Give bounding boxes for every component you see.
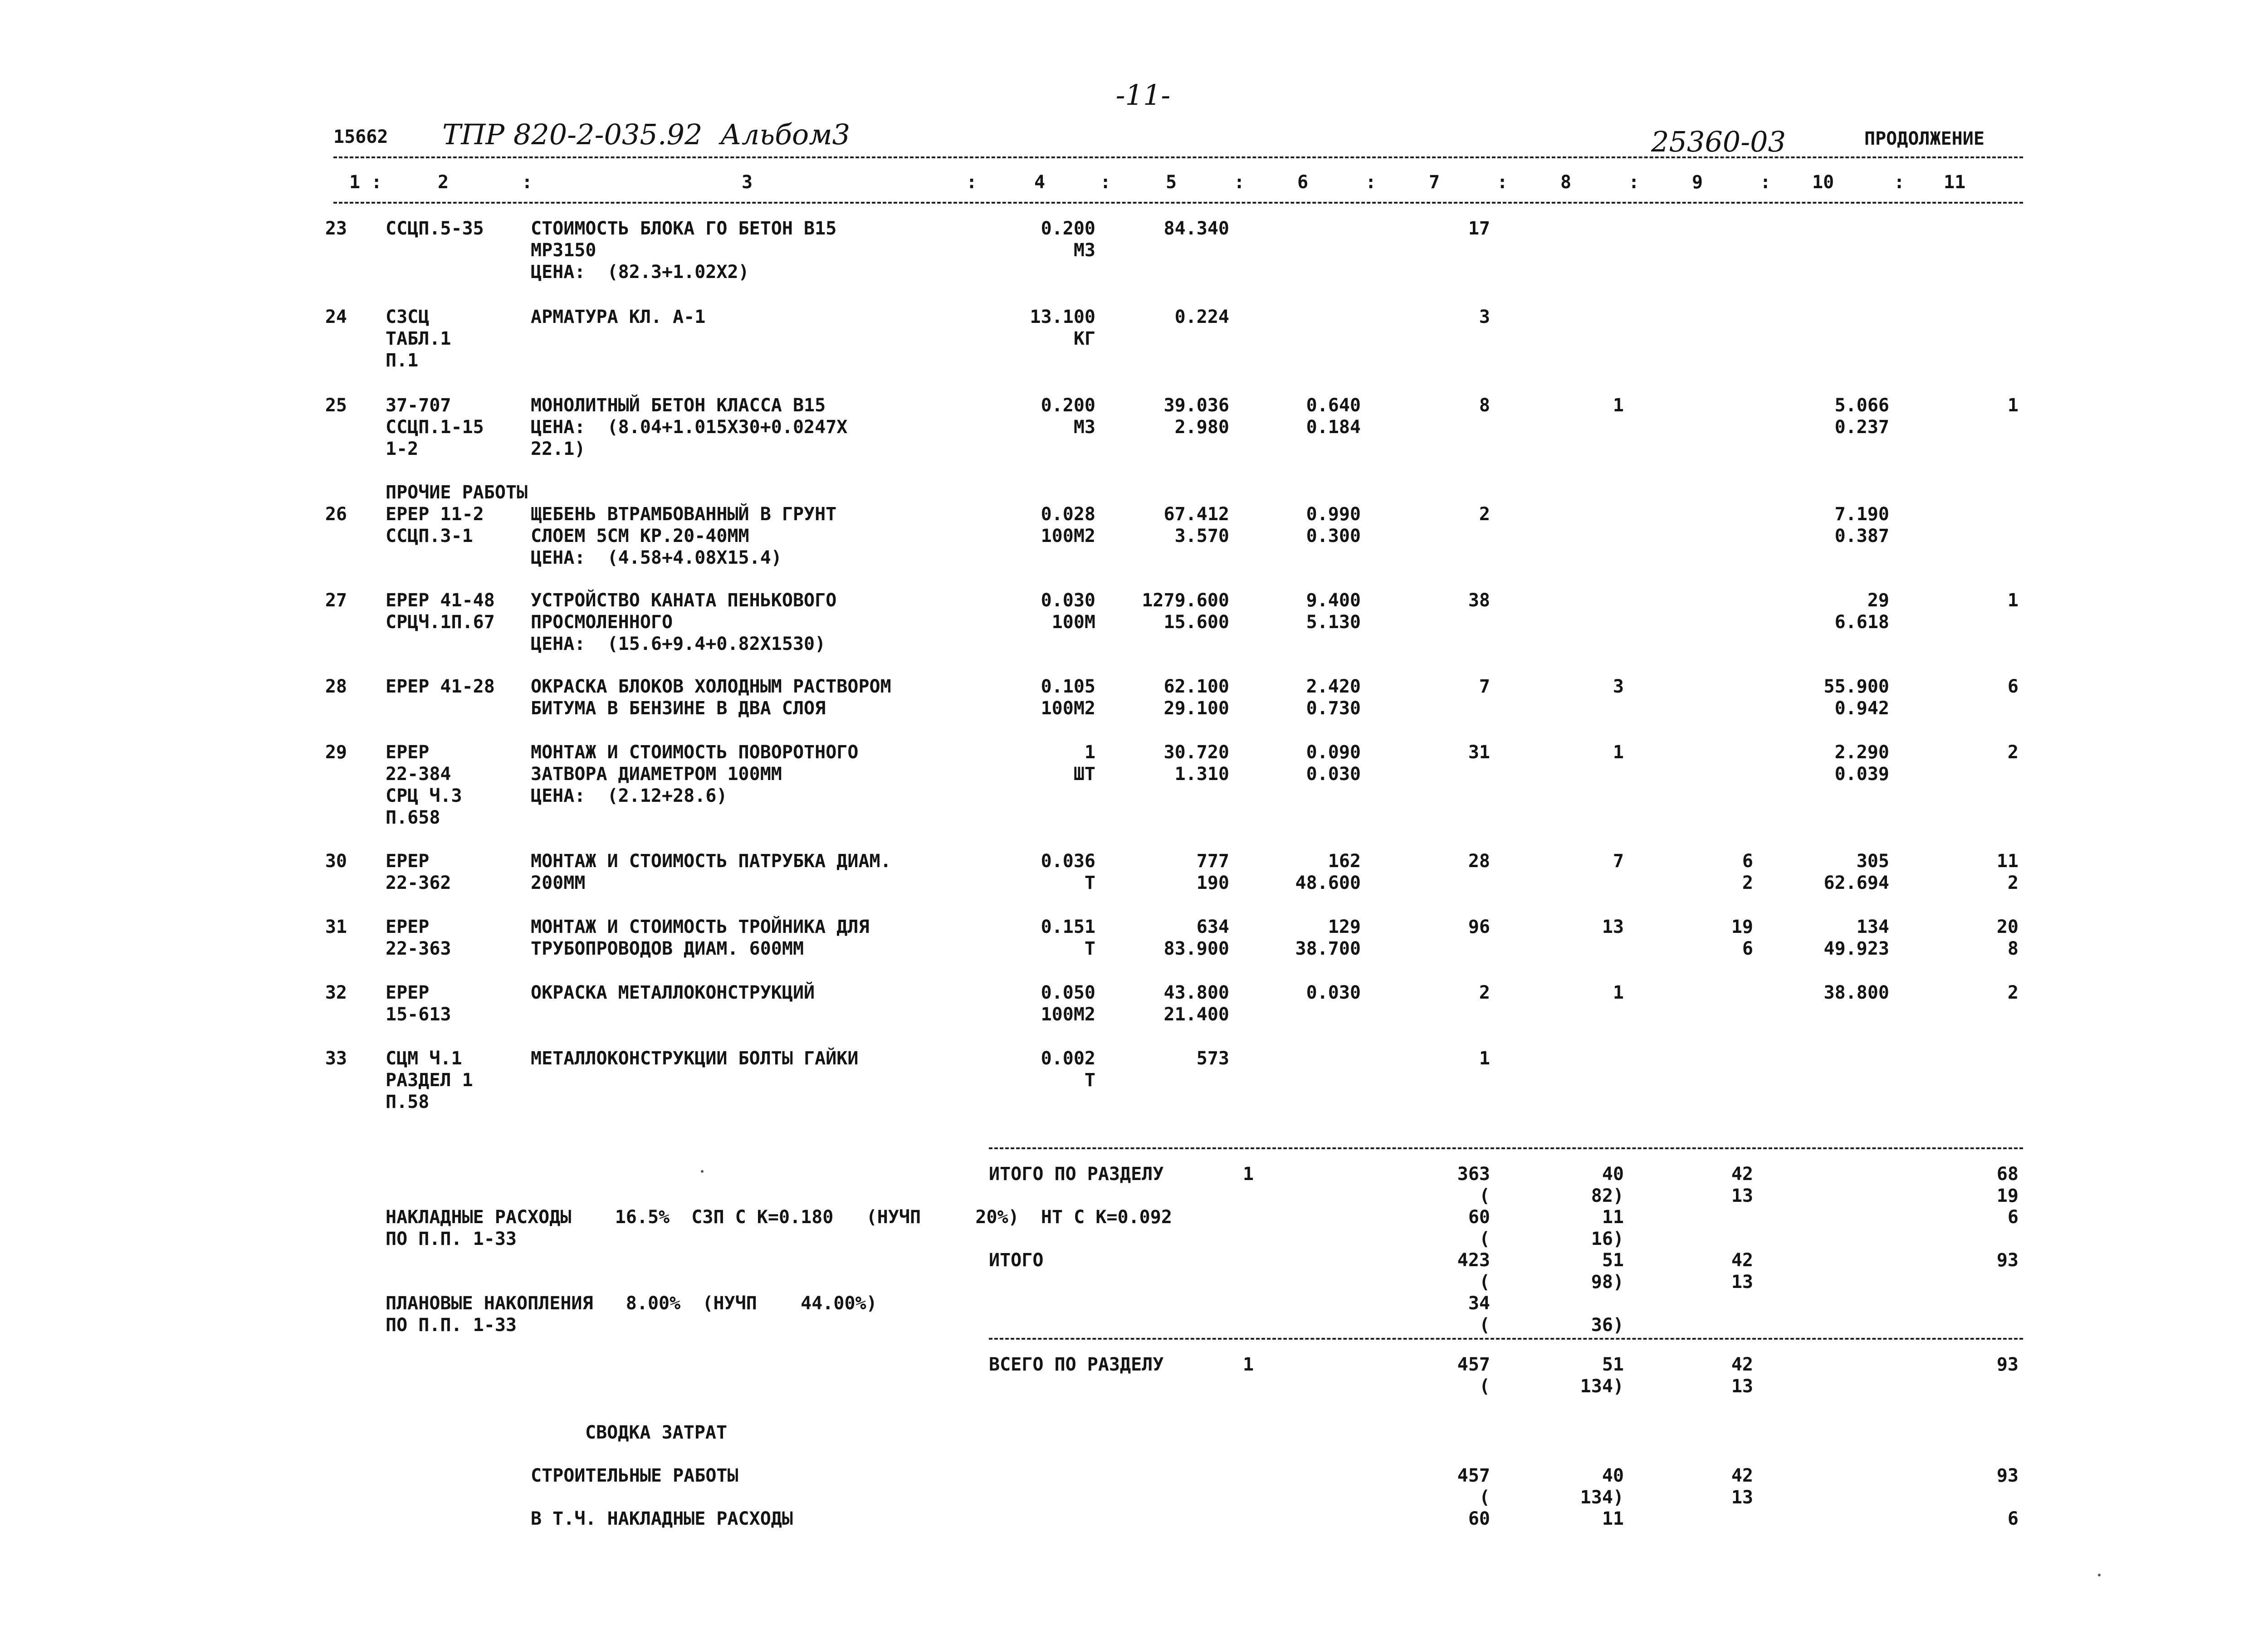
row-code: ЕРЕР xyxy=(386,851,430,872)
col10-value: 62.694 xyxy=(1823,873,1889,893)
col5-value: 1279.600 xyxy=(1142,590,1229,611)
col6-value: 0.990 xyxy=(1306,504,1361,525)
col5-value: 30.720 xyxy=(1163,742,1229,763)
overhead-col7: 60 xyxy=(1468,1207,1490,1228)
vsego-col9: 42 xyxy=(1731,1354,1753,1375)
col8-value: 1 xyxy=(1613,395,1624,416)
col5-value: 39.036 xyxy=(1163,395,1229,416)
row-number: 33 xyxy=(325,1048,347,1069)
row-code: 22-363 xyxy=(386,938,451,959)
totals-rule-top xyxy=(989,1147,2023,1149)
overhead-col7: ( xyxy=(1479,1229,1490,1249)
overhead-col11: 6 xyxy=(2007,1207,2019,1228)
row-code: ССЦП.3-1 xyxy=(386,526,473,546)
col7-value: 1 xyxy=(1479,1048,1490,1069)
vsego-label: ВСЕГО ПО РАЗДЕЛУ xyxy=(989,1354,1164,1375)
column-header: 7 xyxy=(1429,172,1440,193)
row-description: БИТУМА В БЕНЗИНЕ В ДВА СЛОЯ xyxy=(531,698,826,719)
row-code: РАЗДЕЛ 1 xyxy=(386,1070,473,1091)
col8-value: 1 xyxy=(1613,982,1624,1003)
row-code: 22-362 xyxy=(386,873,451,893)
row-description: АРМАТУРА КЛ. А-1 xyxy=(531,307,706,327)
row-quantity: 100М2 xyxy=(1041,698,1095,719)
row-quantity: 100М2 xyxy=(1041,526,1095,546)
col10-value: 49.923 xyxy=(1823,938,1889,959)
itogo-label: ИТОГО xyxy=(989,1250,1044,1271)
row-code: 15-613 xyxy=(386,1004,451,1025)
col9-value: 6 xyxy=(1742,851,1753,872)
itogo-razdel-col9: 13 xyxy=(1731,1185,1753,1206)
row-description: ЦЕНА: (15.6+9.4+0.82Х1530) xyxy=(531,634,826,654)
speck xyxy=(2098,1574,2101,1576)
itogo-col8: 51 xyxy=(1602,1250,1624,1271)
col8-value: 13 xyxy=(1602,917,1624,937)
col6-value: 0.184 xyxy=(1306,417,1361,438)
row-description: ОКРАСКА БЛОКОВ ХОЛОДНЫМ РАСТВОРОМ xyxy=(531,676,891,697)
overhead-col8: 16) xyxy=(1591,1229,1624,1249)
itogo-col7: ( xyxy=(1479,1272,1490,1293)
col7-value: 2 xyxy=(1479,982,1490,1003)
column-header: 9 xyxy=(1692,172,1703,193)
itogo-razdel-col11: 68 xyxy=(1996,1164,2019,1185)
incl-overhead-col7: 60 xyxy=(1468,1508,1490,1529)
col6-value: 38.700 xyxy=(1295,938,1361,959)
column-header: 10 xyxy=(1812,172,1834,193)
col8-value: 1 xyxy=(1613,742,1624,763)
col10-value: 2.290 xyxy=(1834,742,1889,763)
col5-value: 777 xyxy=(1196,851,1229,872)
itogo-col9: 13 xyxy=(1731,1272,1753,1293)
col11-value: 2 xyxy=(2007,873,2019,893)
row-number: 31 xyxy=(325,917,347,937)
col11-value: 11 xyxy=(1996,851,2019,872)
row-description: УСТРОЙСТВО КАНАТА ПЕНЬКОВОГО xyxy=(531,590,837,611)
row-description: МОНТАЖ И СТОИМОСТЬ ТРОЙНИКА ДЛЯ xyxy=(531,917,870,937)
incl-overhead-label: В Т.Ч. НАКЛАДНЫЕ РАСХОДЫ xyxy=(531,1508,793,1529)
row-quantity: 0.036 xyxy=(1041,851,1095,872)
col10-value: 5.066 xyxy=(1834,395,1889,416)
row-quantity: 0.151 xyxy=(1041,917,1095,937)
col5-value: 83.900 xyxy=(1163,938,1229,959)
col5-value: 29.100 xyxy=(1163,698,1229,719)
column-header: 5 xyxy=(1166,172,1177,193)
row-quantity: 1 xyxy=(1084,742,1095,763)
row-description: МЕТАЛЛОКОНСТРУКЦИИ БОЛТЫ ГАЙКИ xyxy=(531,1048,859,1069)
col5-value: 634 xyxy=(1196,917,1229,937)
row-code: П.1 xyxy=(386,350,419,371)
razdel-number: 1 xyxy=(1243,1164,1254,1185)
row-description: СТОИМОСТЬ БЛОКА ГО БЕТОН В15 xyxy=(531,218,837,239)
vsego-col7: 457 xyxy=(1457,1354,1490,1375)
row-quantity: 0.030 xyxy=(1041,590,1095,611)
row-description: ЦЕНА: (82.3+1.02Х2) xyxy=(531,262,749,283)
col5-value: 190 xyxy=(1196,873,1229,893)
continuation-label: ПРОДОЛЖЕНИЕ xyxy=(1864,128,1984,149)
col11-value: 1 xyxy=(2007,395,2019,416)
plan-col7: ( xyxy=(1479,1315,1490,1336)
row-description: ЗАТВОРА ДИАМЕТРОМ 100ММ xyxy=(531,764,782,785)
row-number: 32 xyxy=(325,982,347,1003)
col6-value: 0.030 xyxy=(1306,982,1361,1003)
col10-value: 0.942 xyxy=(1834,698,1889,719)
col7-value: 17 xyxy=(1468,218,1490,239)
col6-value: 0.640 xyxy=(1306,395,1361,416)
row-quantity: КГ xyxy=(1073,328,1095,349)
col9-value: 19 xyxy=(1731,917,1753,937)
row-code: П.58 xyxy=(386,1092,430,1112)
column-header: 3 xyxy=(742,172,753,193)
col6-value: 0.730 xyxy=(1306,698,1361,719)
document-number: 25360-03 xyxy=(1651,125,1786,158)
col7-value: 38 xyxy=(1468,590,1490,611)
itogo-col8: 98) xyxy=(1591,1272,1624,1293)
row-quantity: 0.200 xyxy=(1041,218,1095,239)
column-header: : xyxy=(1365,172,1377,193)
summary-title: СВОДКА ЗАТРАТ xyxy=(585,1422,728,1443)
column-header: 11 xyxy=(1944,172,1966,193)
col5-value: 3.570 xyxy=(1174,526,1229,546)
speck xyxy=(701,1170,704,1173)
row-quantity: 0.105 xyxy=(1041,676,1095,697)
col10-value: 0.387 xyxy=(1834,526,1889,546)
row-quantity: М3 xyxy=(1073,417,1095,438)
header-rule-top xyxy=(333,156,2023,158)
col11-value: 2 xyxy=(2007,982,2019,1003)
row-code: ЕРЕР xyxy=(386,982,430,1003)
col7-value: 8 xyxy=(1479,395,1490,416)
row-code: ЕРЕР 41-48 xyxy=(386,590,495,611)
row-code: ТАБЛ.1 xyxy=(386,328,451,349)
itogo-col11: 93 xyxy=(1996,1250,2019,1271)
row-code: СЦМ Ч.1 xyxy=(386,1048,462,1069)
plan-savings-range: ПО П.П. 1-33 xyxy=(386,1315,517,1336)
itogo-razdel-col7: 363 xyxy=(1457,1164,1490,1185)
col11-value: 6 xyxy=(2007,676,2019,697)
vsego-col7: ( xyxy=(1479,1376,1490,1397)
col10-value: 29 xyxy=(1867,590,1889,611)
col5-value: 573 xyxy=(1196,1048,1229,1069)
col6-value: 9.400 xyxy=(1306,590,1361,611)
col10-value: 134 xyxy=(1856,917,1889,937)
col10-value: 7.190 xyxy=(1834,504,1889,525)
row-quantity: ШТ xyxy=(1073,764,1095,785)
col11-value: 8 xyxy=(2007,938,2019,959)
row-quantity: 13.100 xyxy=(1030,307,1095,327)
row-description: ЦЕНА: (2.12+28.6) xyxy=(531,785,728,806)
col10-value: 55.900 xyxy=(1823,676,1889,697)
row-code: ЕРЕР xyxy=(386,742,430,763)
row-description: ОКРАСКА МЕТАЛЛОКОНСТРУКЦИЙ xyxy=(531,982,815,1003)
column-header: 6 xyxy=(1297,172,1309,193)
row-number: 23 xyxy=(325,218,347,239)
row-quantity: 100М2 xyxy=(1041,1004,1095,1025)
construction-col8: 40 xyxy=(1602,1465,1624,1486)
col5-value: 67.412 xyxy=(1163,504,1229,525)
column-header: : xyxy=(1100,172,1111,193)
construction-col7: ( xyxy=(1479,1487,1490,1508)
row-code: 22-384 xyxy=(386,764,451,785)
row-code: СРЦ Ч.3 xyxy=(386,785,462,806)
row-number: 25 xyxy=(325,395,347,416)
row-code: ССЦП.1-15 xyxy=(386,417,484,438)
construction-col9: 13 xyxy=(1731,1487,1753,1508)
section-label: ПРОЧИЕ РАБОТЫ xyxy=(386,482,528,503)
row-quantity: Т xyxy=(1084,938,1095,959)
column-header: 2 xyxy=(438,172,449,193)
column-header: : xyxy=(1628,172,1640,193)
col5-value: 43.800 xyxy=(1163,982,1229,1003)
column-header: 8 xyxy=(1560,172,1572,193)
incl-overhead-col11: 6 xyxy=(2007,1508,2019,1529)
col5-value: 0.224 xyxy=(1174,307,1229,327)
construction-col8: 134) xyxy=(1580,1487,1624,1508)
row-description: ЦЕНА: (8.04+1.015Х30+0.0247Х xyxy=(531,417,848,438)
plan-savings-label: ПЛАНОВЫЕ НАКОПЛЕНИЯ 8.00% (НУЧП 44.00%) xyxy=(386,1293,877,1314)
row-number: 27 xyxy=(325,590,347,611)
totals-rule-bottom xyxy=(989,1338,2023,1340)
row-description: 22.1) xyxy=(531,439,586,459)
column-header: : xyxy=(1497,172,1508,193)
col10-value: 38.800 xyxy=(1823,982,1889,1003)
column-header: 1 : xyxy=(349,172,382,193)
razdel-number: 1 xyxy=(1243,1354,1254,1375)
col5-value: 21.400 xyxy=(1163,1004,1229,1025)
col6-value: 129 xyxy=(1328,917,1361,937)
row-quantity: 0.002 xyxy=(1041,1048,1095,1069)
construction-works-label: СТРОИТЕЛЬНЫЕ РАБОТЫ xyxy=(531,1465,738,1486)
itogo-razdel-col8: 40 xyxy=(1602,1164,1624,1185)
row-quantity: 0.200 xyxy=(1041,395,1095,416)
row-number: 28 xyxy=(325,676,347,697)
col6-value: 5.130 xyxy=(1306,612,1361,633)
row-quantity: 0.050 xyxy=(1041,982,1095,1003)
row-description: МОНТАЖ И СТОИМОСТЬ ПОВОРОТНОГО xyxy=(531,742,859,763)
col8-value: 3 xyxy=(1613,676,1624,697)
vsego-col9: 13 xyxy=(1731,1376,1753,1397)
col10-value: 0.039 xyxy=(1834,764,1889,785)
page-number: -11- xyxy=(1115,78,1171,112)
col11-value: 2 xyxy=(2007,742,2019,763)
row-description: ПРОСМОЛЕННОГО xyxy=(531,612,673,633)
construction-col11: 93 xyxy=(1996,1465,2019,1486)
column-header: : xyxy=(1894,172,1905,193)
row-number: 29 xyxy=(325,742,347,763)
row-description: СЛОЕМ 5СМ КР.20-40ММ xyxy=(531,526,749,546)
row-description: ТРУБОПРОВОДОВ ДИАМ. 600ММ xyxy=(531,938,804,959)
vsego-col11: 93 xyxy=(1996,1354,2019,1375)
col6-value: 0.300 xyxy=(1306,526,1361,546)
row-code: СЗСЦ xyxy=(386,307,430,327)
col7-value: 3 xyxy=(1479,307,1490,327)
row-code: ССЦП.5-35 xyxy=(386,218,484,239)
col6-value: 2.420 xyxy=(1306,676,1361,697)
album-title: ТПР 820-2-035.92 Альбом3 xyxy=(442,118,850,151)
construction-col9: 42 xyxy=(1731,1465,1753,1486)
col11-value: 1 xyxy=(2007,590,2019,611)
row-quantity: 100М xyxy=(1051,612,1095,633)
col10-value: 305 xyxy=(1856,851,1889,872)
header-code: 15662 xyxy=(333,127,388,147)
col6-value: 0.030 xyxy=(1306,764,1361,785)
row-code: СРЦЧ.1П.67 xyxy=(386,612,495,633)
plan-col8: 36) xyxy=(1591,1315,1624,1336)
vsego-col8: 51 xyxy=(1602,1354,1624,1375)
column-header: : xyxy=(966,172,978,193)
overhead-label: НАКЛАДНЫЕ РАСХОДЫ 16.5% СЗП С К=0.180 (НУЧП 20%) НТ С К=0.092 xyxy=(386,1207,1172,1228)
col5-value: 62.100 xyxy=(1163,676,1229,697)
row-quantity: Т xyxy=(1084,1070,1095,1091)
plan-col7: 34 xyxy=(1468,1293,1490,1314)
itogo-col9: 42 xyxy=(1731,1250,1753,1271)
itogo-razdel-col11: 19 xyxy=(1996,1185,2019,1206)
row-code: ЕРЕР 11-2 xyxy=(386,504,484,525)
row-number: 26 xyxy=(325,504,347,525)
row-description: МОНОЛИТНЫЙ БЕТОН КЛАССА В15 xyxy=(531,395,826,416)
col7-value: 7 xyxy=(1479,676,1490,697)
overhead-col8: 11 xyxy=(1602,1207,1624,1228)
col6-value: 0.090 xyxy=(1306,742,1361,763)
column-header: : xyxy=(1760,172,1771,193)
col7-value: 96 xyxy=(1468,917,1490,937)
col9-value: 6 xyxy=(1742,938,1753,959)
column-header: : xyxy=(522,172,533,193)
row-description: ЦЕНА: (4.58+4.08Х15.4) xyxy=(531,547,782,568)
row-code: 1-2 xyxy=(386,439,419,459)
row-description: 200ММ xyxy=(531,873,586,893)
col9-value: 2 xyxy=(1742,873,1753,893)
construction-col7: 457 xyxy=(1457,1465,1490,1486)
col5-value: 2.980 xyxy=(1174,417,1229,438)
row-number: 24 xyxy=(325,307,347,327)
row-code: 37-707 xyxy=(386,395,451,416)
col5-value: 1.310 xyxy=(1174,764,1229,785)
col6-value: 162 xyxy=(1328,851,1361,872)
row-code: ЕРЕР 41-28 xyxy=(386,676,495,697)
overhead-range: ПО П.П. 1-33 xyxy=(386,1229,517,1249)
itogo-razdel-col9: 42 xyxy=(1731,1164,1753,1185)
itogo-col7: 423 xyxy=(1457,1250,1490,1271)
vsego-col8: 134) xyxy=(1580,1376,1624,1397)
row-number: 30 xyxy=(325,851,347,872)
row-quantity: Т xyxy=(1084,873,1095,893)
itogo-razdel-label: ИТОГО ПО РАЗДЕЛУ xyxy=(989,1164,1164,1185)
column-header: : xyxy=(1234,172,1245,193)
col6-value: 48.600 xyxy=(1295,873,1361,893)
header-rule-bottom xyxy=(333,202,2023,204)
col10-value: 6.618 xyxy=(1834,612,1889,633)
col7-value: 28 xyxy=(1468,851,1490,872)
col11-value: 20 xyxy=(1996,917,2019,937)
col10-value: 0.237 xyxy=(1834,417,1889,438)
row-description: ЩЕБЕНЬ ВТРАМБОВАННЫЙ В ГРУНТ xyxy=(531,504,837,525)
row-quantity: М3 xyxy=(1073,240,1095,261)
row-code: П.658 xyxy=(386,807,440,828)
col7-value: 2 xyxy=(1479,504,1490,525)
row-code: ЕРЕР xyxy=(386,917,430,937)
col5-value: 15.600 xyxy=(1163,612,1229,633)
itogo-razdel-col7: ( xyxy=(1479,1185,1490,1206)
incl-overhead-col8: 11 xyxy=(1602,1508,1624,1529)
row-quantity: 0.028 xyxy=(1041,504,1095,525)
row-description: МОНТАЖ И СТОИМОСТЬ ПАТРУБКА ДИАМ. xyxy=(531,851,891,872)
col7-value: 31 xyxy=(1468,742,1490,763)
col8-value: 7 xyxy=(1613,851,1624,872)
itogo-razdel-col8: 82) xyxy=(1591,1185,1624,1206)
column-header: 4 xyxy=(1034,172,1046,193)
row-description: МРЗ150 xyxy=(531,240,596,261)
col5-value: 84.340 xyxy=(1163,218,1229,239)
